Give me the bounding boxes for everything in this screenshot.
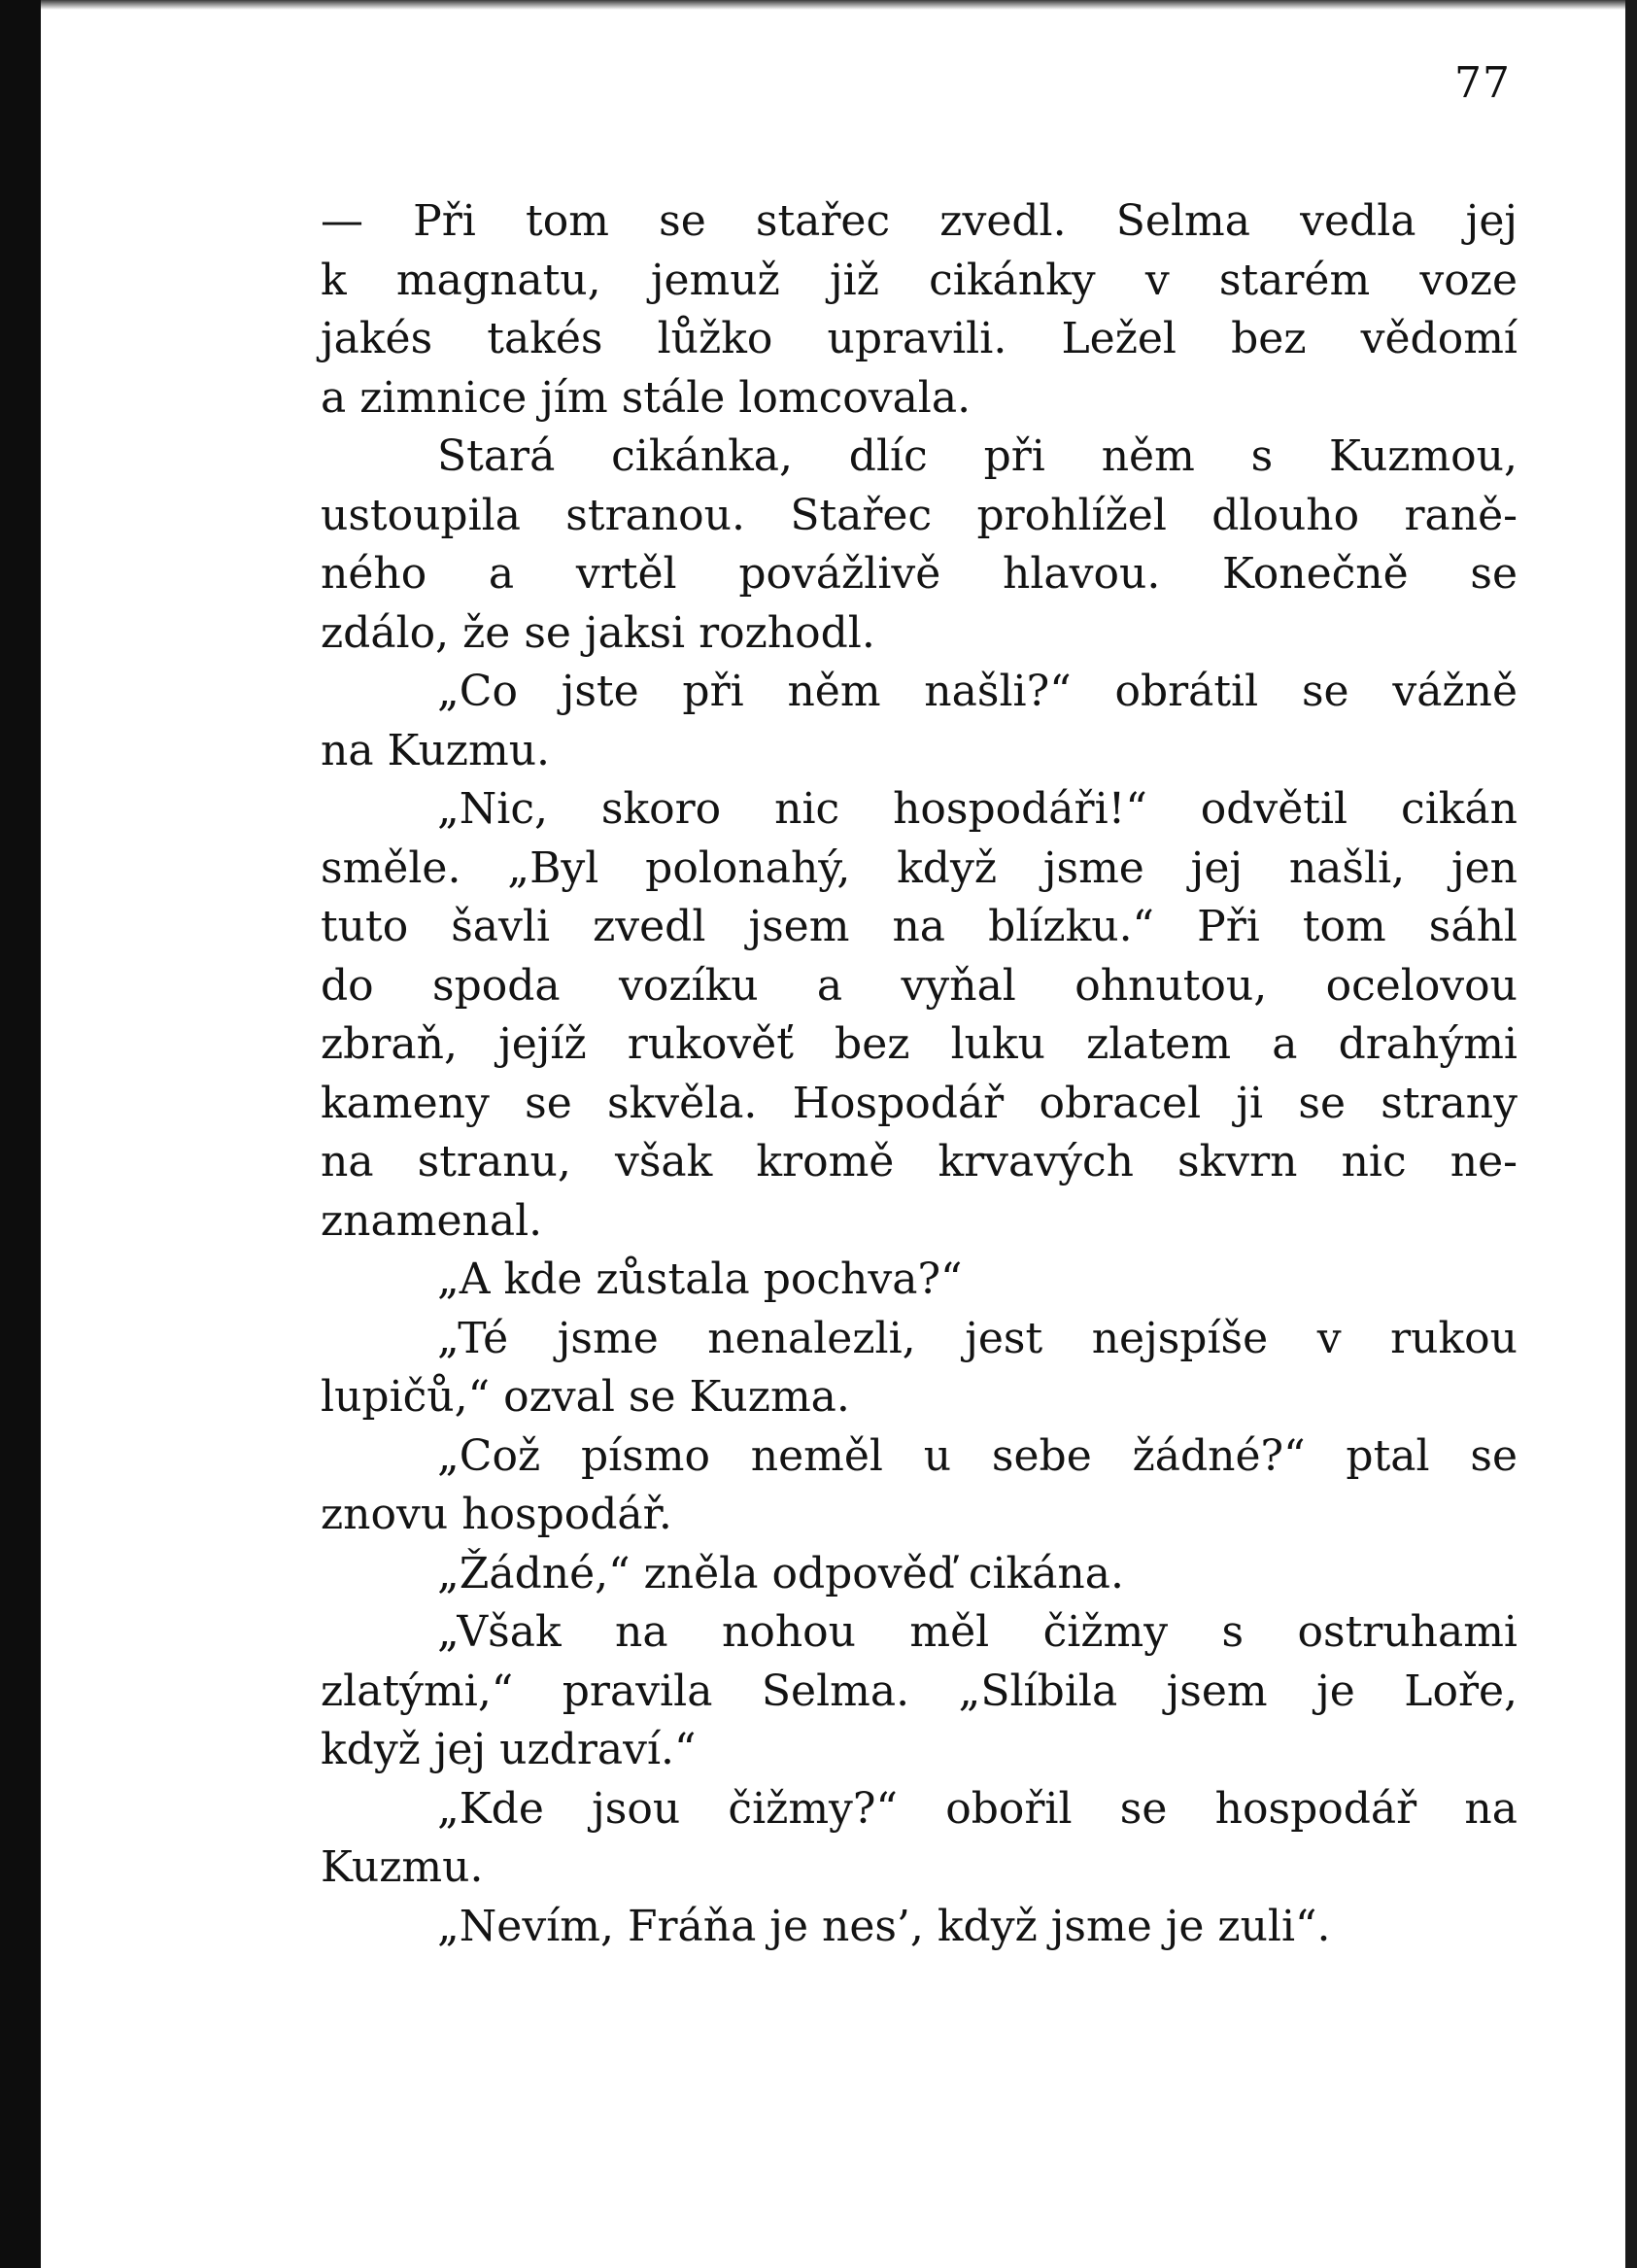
text-line: „Kde jsou čižmy?“ obořil se hospodář na	[437, 1783, 1518, 1834]
text-line: — Při tom se stařec zvedl. Selma vedla jej	[321, 196, 1518, 246]
text-line: jakés takés lůžko upravili. Ležel bez vědomí	[321, 314, 1518, 363]
text-line: „Žádné,“ zněla odpověď cikána.	[437, 1548, 1124, 1598]
text-line: kameny se skvěla. Hospodář obracel ji se strany	[321, 1078, 1518, 1128]
text-line: a zimnice jím stále lomcovala.	[321, 372, 972, 423]
text-line: Stará cikánka, dlíc při něm s Kuzmou,	[437, 431, 1518, 481]
text-line: ustoupila stranou. Stařec prohlížel dlouho raně-	[321, 490, 1518, 540]
text-line: zlatými,“ pravila Selma. „Slíbila jsem je Loře,	[321, 1666, 1518, 1716]
text-line: „Však na nohou měl čižmy s ostruhami	[437, 1607, 1518, 1657]
scan-edge-right	[1625, 0, 1637, 2268]
text-line: do spoda vozíku a vyňal ohnutou, ocelovou	[321, 960, 1518, 1011]
body-text	[321, 192, 1518, 1956]
text-line: když jej uzdraví.“	[321, 1725, 697, 1774]
text-line: „Co jste při něm našli?“ obrátil se vážně	[437, 667, 1518, 716]
text-line: k magnatu, jemuž již cikánky v starém voze	[321, 255, 1518, 305]
scan-edge-left	[0, 0, 41, 2268]
page-number: 77	[1454, 58, 1511, 108]
text-line: tuto šavli zvedl jsem na blízku.“ Při tom sáhl	[321, 902, 1518, 951]
text-line: směle. „Byl polonahý, když jsme jej našli, jen	[321, 842, 1518, 893]
text-line: zdálo, že se jaksi rozhodl.	[321, 607, 875, 658]
text-line: „Nevím, Fráňa je nes’, když jsme je zuli“.	[437, 1901, 1331, 1951]
text-line: na Kuzmu.	[321, 725, 551, 775]
text-line: „Té jsme nenalezli, jest nejspíše v rukou	[437, 1313, 1518, 1363]
text-line: „Což písmo neměl u sebe žádné?“ ptal se	[437, 1430, 1518, 1481]
text-line: lupičů,“ ozval se Kuzma.	[321, 1372, 850, 1422]
text-line: „A kde zůstala pochva?“	[437, 1254, 963, 1304]
text-line: „Nic, skoro nic hospodáři!“ odvětil cikán	[437, 784, 1518, 834]
text-line: na stranu, však kromě krvavých skvrn nic ne-	[321, 1137, 1518, 1186]
text-line: znovu hospodář.	[321, 1490, 672, 1539]
text-line: zbraň, jejíž rukověť bez luku zlatem a drahými	[321, 1019, 1518, 1069]
text-line: znamenal.	[321, 1195, 543, 1246]
text-line: ného a vrtěl povážlivě hlavou. Konečně se	[321, 549, 1518, 599]
text-line: Kuzmu.	[321, 1842, 484, 1892]
scan-edge-top	[0, 0, 1637, 10]
